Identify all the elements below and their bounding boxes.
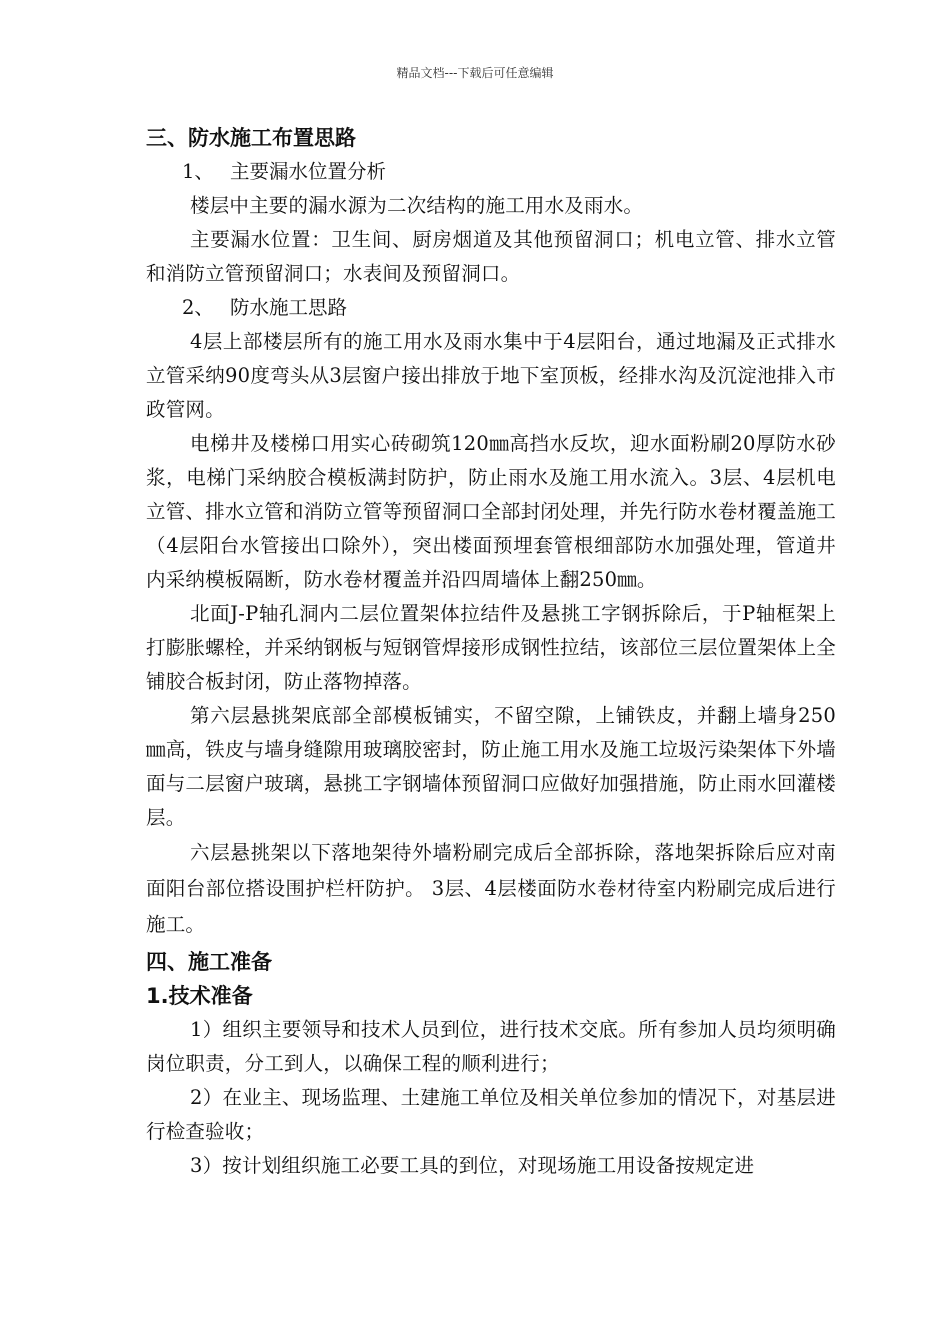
document-body	[146, 121, 836, 1183]
page-header: 精品文档---下载后可任意编辑	[396, 66, 554, 80]
subsection-1-number: 1、	[182, 160, 214, 183]
subsection-2-text: 防水施工思路	[230, 296, 348, 319]
subsection-1-heading	[146, 155, 836, 189]
section-4-title: 四、施工准备	[146, 950, 272, 974]
paragraph-scaffold-removal: 六层悬挑架以下落地架待外墙粉刷完成后全部拆除，落地架拆除后应对南面阳台部位搭设围护栏杆防护。 3层、4层楼面防水卷材待室内粉刷完成后进行施工。	[146, 841, 836, 936]
paragraph-prep-2: 2）在业主、现场监理、土建施工单位及相关单位参加的情况下，对基层进行检查验收；	[146, 1086, 836, 1143]
paragraph-elevator-shaft: 电梯井及楼梯口用实心砖砌筑120㎜高挡水反坎，迎水面粉刷20厚防水砂浆，电梯门采纳胶合模板满封防护，防止雨水及施工用水流入。3层、4层机电立管、排水立管和消防立管等预留洞口全部封闭处理，并先行防水卷材覆盖施工（4层阳台水管接出口除外），突出楼面预埋套管根细部防水加强处理，管道井内采纳模板隔断，防水卷材覆盖并沿四周墙体上翻250㎜。	[146, 432, 836, 591]
subsection-1-text: 主要漏水位置分析	[230, 160, 387, 183]
paragraph-leak-locations: 主要漏水位置：卫生间、厨房烟道及其他预留洞口；机电立管、排水立管和消防立管预留洞口；水表间及预留洞口。	[146, 228, 836, 285]
subsection-2-number: 2、	[182, 296, 214, 319]
paragraph-north-side: 北面J-P轴孔洞内二层位置架体拉结件及悬挑工字钢拆除后，于P轴框架上打膨胀螺栓，并采纳钢板与短钢管焊接形成钢性拉结，该部位三层位置架体上全铺胶合板封闭，防止落物掉落。	[146, 602, 836, 693]
paragraph-drainage: 4层上部楼层所有的施工用水及雨水集中于4层阳台，通过地漏及正式排水立管采纳90度弯头从3层窗户接出排放于地下室顶板，经排水沟及沉淀池排入市政管网。	[146, 330, 836, 421]
section-3-title: 三、防水施工布置思路	[146, 126, 356, 150]
paragraph-leak-source: 楼层中主要的漏水源为二次结构的施工用水及雨水。	[190, 194, 644, 217]
section-4-subtitle: 1.技术准备	[146, 984, 253, 1008]
paragraph-prep-1: 1）组织主要领导和技术人员到位，进行技术交底。所有参加人员均须明确岗位职责，分工到人，以确保工程的顺利进行；	[146, 1018, 836, 1075]
paragraph-sixth-floor: 第六层悬挑架底部全部模板铺实，不留空隙，上铺铁皮，并翻上墙身250㎜高，铁皮与墙身缝隙用玻璃胶密封，防止施工用水及施工垃圾污染架体下外墙面与二层窗户玻璃，悬挑工字钢墙体预留洞口应做好加强措施，防止雨水回灌楼层。	[146, 704, 836, 829]
subsection-2-heading	[146, 291, 836, 325]
paragraph-prep-3: 3）按计划组织施工必要工具的到位，对现场施工用设备按规定进	[190, 1154, 755, 1177]
